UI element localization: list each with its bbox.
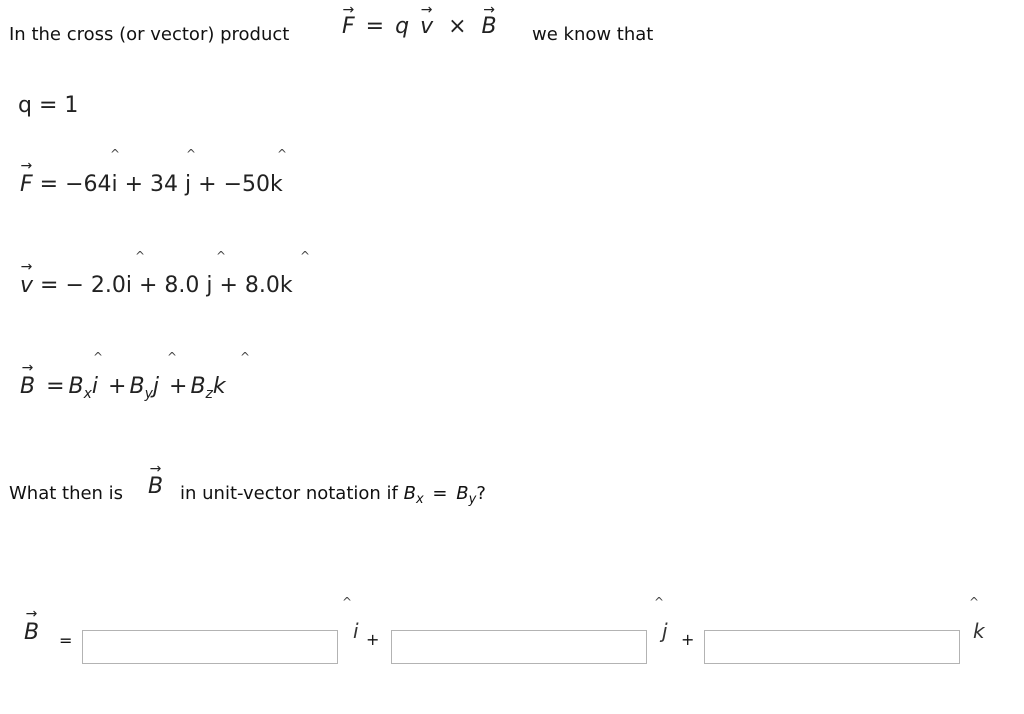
by-answer-input[interactable] [391,630,647,664]
plus-sign: + [108,374,127,399]
intro-prefix-text: In the cross (or vector) product [9,24,290,45]
by-subscript: y [144,386,153,402]
field-vector-symbol: → B [20,360,36,399]
j-unit: j [662,619,668,643]
force-given [20,158,283,197]
field-equals: = [46,374,65,399]
force-components: = −64i + 34 j + −50k [39,172,283,197]
plus-sign: + [169,374,188,399]
unit-hat-icon: ^ [110,147,121,161]
unit-hat-icon: ^ [167,350,178,364]
answer-vector [24,606,40,645]
velocity-components: = − 2.0i + 8.0 j + 8.0k [40,273,293,298]
bx-symbol: B [68,374,84,399]
formula-charge: q [395,14,410,39]
velocity-vector-symbol: → v [420,2,434,39]
bx-subscript: x [83,386,92,402]
unit-hat-icon: ^ [93,350,104,364]
unit-hat-icon: ^ [216,249,227,263]
by-subscript: y [468,492,477,507]
vector-arrow-icon: → [342,2,355,18]
j-unit: j [152,374,159,399]
formula-equals: = [365,14,385,39]
intro-suffix-text: we know that [532,24,654,45]
condition-equals: = [432,483,448,504]
vector-arrow-icon: → [25,606,38,622]
unit-hat-icon: ^ [300,249,311,263]
force-vector-symbol: → F [342,2,355,39]
velocity-given [20,259,293,298]
bz-subscript: z [205,386,213,402]
vector-arrow-icon: → [20,259,33,275]
vector-arrow-icon: → [20,158,33,174]
vector-arrow-icon: → [21,360,34,376]
unit-hat-icon: ^ [240,350,251,364]
k-unit: k [212,374,226,399]
bx-symbol: B [403,483,416,504]
vector-arrow-icon: → [420,2,433,18]
force-vector-symbol: → F [20,158,33,197]
unit-hat-icon: ^ [969,595,980,609]
question-mark: ? [476,483,486,504]
by-symbol: B [129,374,145,399]
plus-sign: + [681,630,695,649]
answer-equals: = [59,631,73,650]
i-unit: i [353,619,359,643]
bz-symbol: B [190,374,206,399]
intro-formula [342,2,497,39]
k-unit: k [973,619,985,643]
bz-answer-input[interactable] [704,630,960,664]
by-symbol: B [456,483,469,504]
unit-hat-icon: ^ [654,595,665,609]
field-given [20,360,226,402]
unit-hat-icon: ^ [186,147,197,161]
field-vector-symbol: → B [24,606,40,645]
field-vector-symbol: → B [481,2,497,39]
bx-answer-input[interactable] [82,630,338,664]
formula-cross-operator: × [448,14,467,39]
question-condition [180,483,486,507]
plus-sign: + [366,630,380,649]
unit-hat-icon: ^ [342,595,353,609]
question-middle-text: in unit-vector notation if [180,483,398,504]
i-unit: i [91,374,99,399]
vector-arrow-icon: → [483,2,495,18]
question-prefix-text: What then is [9,483,124,504]
bx-subscript: x [415,492,424,507]
vector-arrow-icon: → [149,461,162,477]
unit-hat-icon: ^ [277,147,288,161]
question-vector [148,461,164,499]
velocity-vector-symbol: → v [20,259,34,298]
field-vector-symbol: → B [148,461,164,499]
unit-hat-icon: ^ [135,249,146,263]
charge-given: q = 1 [18,93,79,118]
